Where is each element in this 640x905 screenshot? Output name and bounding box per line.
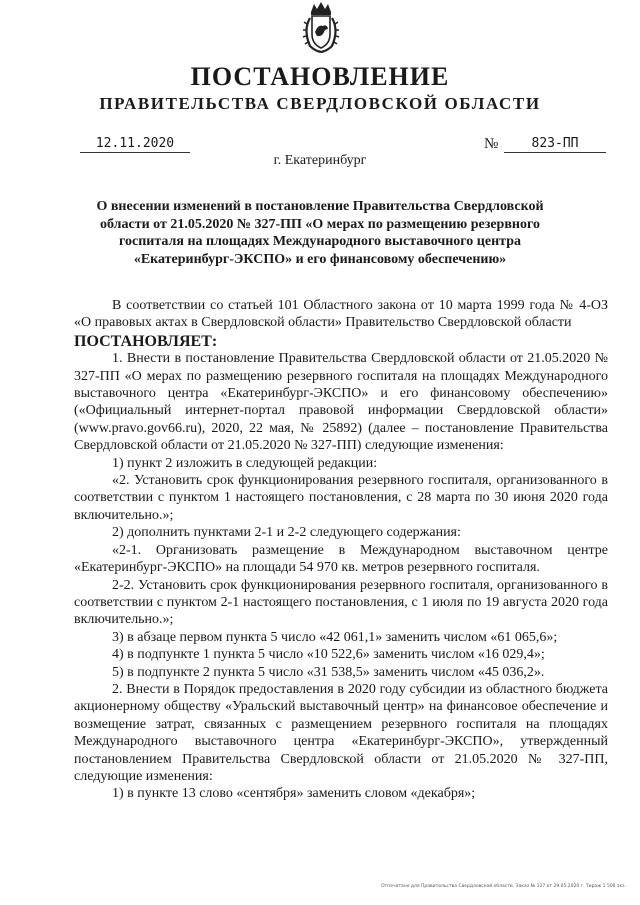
paragraph-quote-2-1: «2-1. Организовать размещение в Международном выставочном центре «Екатеринбург-ЭКСПО» на площади 54 970 кв. метров резервного госпиталя. [74,542,608,576]
print-note: Отпечатано для Правительства Свердловской области. Заказ № 127 от 29.05.2020 г. Тираж 1 500 экз. [381,884,626,889]
paragraph-quote-2-2: 2-2. Установить срок функционирования резервного госпиталя, организованного в соответствии с пунктом 2-1 настоящего постановления, с 1 июля по 19 августа 2020 года включительно.»; [74,577,608,628]
document-title: ПОСТАНОВЛЕНИЕ [190,62,450,91]
paragraph-quote-2: «2. Установить срок функционирования резервного госпиталя, организованного в соответствии с пунктом 1 настоящего постановления, с 28 марта по 30 июня 2020 года включительно.»; [74,473,608,523]
coat-of-arms-icon [300,2,342,54]
intro-paragraph: В соответствии со статьей 101 Областного закона от 10 марта 1999 года № 4-ОЗ «О правовых актах в Свердловской области» Правительство Свердловской области [74,298,608,331]
number-label: № [484,136,499,152]
document-date: 12.11.2020 [80,136,190,153]
document-number: 823-ПП [504,136,606,153]
document-body [74,297,608,803]
document-heading: О внесении изменений в постановление Правительства Свердловской области от 21.05.2020 № 327-ПП «О мерах по размещению резервного госпиталя на площадях Международного выставочного центра «Екатеринбург-ЭКСПО» и его финансовому обеспечению» [96,199,544,267]
document-city: г. Екатеринбург [273,153,367,168]
paragraph-item-1-2: 2) дополнить пунктами 2-1 и 2-2 следующего содержания: [112,525,461,541]
paragraph-item-2: 2. Внести в Порядок предоставления в 2020 году субсидии из областного бюджета акционерному обществу «Уральский выставочный центр» на финансовое обеспечение и возмещение затрат, связанных с размещением резервного госпиталя на площадях Международного выставочного центра «Екатеринбург-ЭКСПО», утвержденный постановлением Правительства Свердловской области от 21.05.2020 № 327-ПП, следующие изменения: [74,681,608,784]
paragraph-item-1-4: 4) в подпункте 1 пункта 5 число «10 522,6» заменить числом «16 029,4»; [112,647,545,663]
decree-word: ПОСТАНОВЛЯЕТ: [74,332,218,350]
paragraph-item-1-1: 1) пункт 2 изложить в следующей редакции: [112,455,378,471]
paragraph-item-1-3: 3) в абзаце первом пункта 5 число «42 061,1» заменить числом «61 065,6»; [112,629,558,645]
paragraph-item-1-5: 5) в подпункте 2 пункта 5 число «31 538,5» заменить числом «45 036,2». [112,664,545,680]
paragraph-item-2-1: 1) в пункте 13 слово «сентября» заменить словом «декабря»; [112,786,476,802]
document-subtitle: ПРАВИТЕЛЬСТВА СВЕРДЛОВСКОЙ ОБЛАСТИ [99,94,541,113]
paragraph-item-1: 1. Внести в постановление Правительства Свердловской области от 21.05.2020 № 327-ПП «О мерах по размещению резервного госпиталя на площадях Международного выставочного центра «Екатеринбург-ЭКСПО» и его финансовому обеспечению» («Официальный интернет-портал правовой информации Свердловской области» (www.pravo.gov66.ru), 2020, 22 мая, № 25892) (далее – постановление Правительства Свердловской области от 21.05.2020 № 327-ПП) следующие изменения: [74,351,608,454]
